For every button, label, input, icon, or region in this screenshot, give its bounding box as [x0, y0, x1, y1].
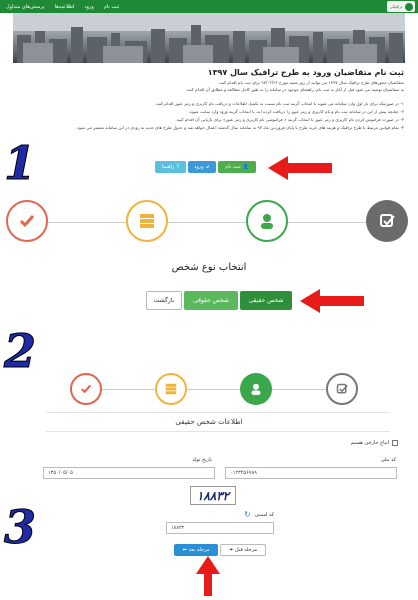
user-icon — [259, 213, 275, 229]
arrow-right-icon: ➔ — [228, 547, 234, 553]
security-code-label: کد امنیتی — [254, 512, 274, 518]
guide-button[interactable]: ? راهنما — [155, 161, 186, 173]
prev-step-button[interactable]: مرحله قبل ➔ — [220, 544, 266, 556]
national-code-input[interactable]: ۰۱۲۳۴۵۶۷۸۹ — [225, 467, 397, 479]
birth-date-label: تاریخ تولد — [192, 457, 212, 463]
server-icon — [139, 213, 155, 229]
step-1-circle-small — [70, 373, 102, 405]
progress-line — [28, 222, 386, 223]
nav-login-link[interactable]: ورود — [84, 3, 94, 10]
step-marker-1: 1 — [4, 136, 37, 190]
login-icon: ↲ — [205, 164, 210, 170]
security-code-input[interactable]: ۱۸۸۳۲ — [166, 522, 274, 534]
form-top-divider — [46, 412, 390, 413]
step-marker-2: 2 — [4, 324, 37, 378]
refresh-icon[interactable]: ↻ — [244, 510, 251, 519]
red-arrow-icon — [300, 288, 366, 314]
step-3-circle-small — [240, 373, 272, 405]
captcha-image: ۱۸۸۳۲ — [190, 486, 236, 505]
form-heading: اطلاعات شخص حقیقی — [175, 418, 243, 426]
real-person-button[interactable]: شخص حقیقی — [240, 291, 292, 310]
birth-date-input[interactable]: ۱۳۵۰/۰۵/۰۵ — [43, 467, 215, 479]
nav-register-link[interactable]: ثبت نام — [103, 3, 120, 10]
user-icon: 👤 — [242, 164, 249, 170]
step-4-circle — [366, 200, 408, 242]
top-navbar — [0, 0, 418, 13]
step-1-circle — [6, 200, 48, 242]
step-2-circle — [126, 200, 168, 242]
person-type-heading: انتخاب نوع شخص — [171, 262, 247, 273]
red-arrow-up-icon — [196, 556, 220, 596]
step-4-circle-small — [326, 373, 358, 405]
page-title: ثبت نام متقاضیان ورود به طرح ترافیک سال ۱۳۹۷ — [207, 68, 404, 77]
logo-icon — [405, 3, 413, 11]
foreign-national-checkbox-row[interactable] — [351, 440, 398, 446]
form-heading-divider — [46, 431, 390, 432]
intro-line-5: ۳- در صورت فراموش کردن نام کاربری و رمز عبور با انتخاب گزینه « فراموشی نام کاربری و رمز عبور» برای بازیابی آن اقدام کنید. — [175, 117, 404, 122]
site-logo[interactable] — [387, 1, 415, 12]
check-icon — [80, 384, 92, 394]
national-code-label: کد ملی — [380, 457, 396, 463]
foreign-national-label: اتباع خارجی هستم — [350, 440, 389, 446]
logo-text: ترافیکی — [389, 4, 403, 9]
intro-line-4: ۲- چنانچه پیش از این در سامانه ثبت نام و نام کاربری و رمز عبور را دریافت کرده اید، با انتخاب گزینه ورود وارد سایت شوید. — [188, 109, 404, 114]
city-banner-image — [13, 13, 405, 63]
back-button[interactable]: بازگشت — [146, 291, 182, 310]
question-icon: ? — [176, 164, 180, 170]
nav-announcements-link[interactable]: اطلاعیه‌ها — [54, 3, 75, 10]
user-icon — [250, 383, 262, 395]
intro-line-6: ۴- تمام قوانین مرتبط با طرح ترافیک و هزینه های خرید طرح با پایان فروردین ماه ۹۷ به سامانه سال گذشته اعمال خواهد شد و جدول طرح های جدید به زودی در این سامانه منتشر می شود. — [75, 125, 404, 130]
checkbox-icon — [379, 213, 395, 229]
intro-line-3: ۱- در صورتیکه برای بار اول وارد سامانه می شوید با انتخاب گزینه ثبت نام نسبت به تکمیل اطلاعات و دریافت نام کاربری و رمز عبور اقدام کنید. — [155, 101, 404, 106]
step-marker-3: 3 — [4, 500, 37, 554]
intro-line-2: به متقاضیان توصیه می شود قبل از آغاز به ثبت نام، راهنمای موجود در سامانه را به طور کامل مطالعه و مطابق آن اقدام کنند. — [185, 87, 404, 92]
nav-faq-link[interactable]: پرسش‌های متداول — [6, 3, 45, 10]
progress-line-small — [88, 389, 346, 390]
checkbox-icon — [336, 383, 348, 395]
step-2-circle-small — [155, 373, 187, 405]
skyline-illustration — [13, 13, 405, 63]
server-icon — [165, 383, 177, 395]
next-step-button[interactable]: مرحله بعد ⬅ — [174, 544, 218, 556]
login-button[interactable]: ↲ ورود — [188, 161, 216, 173]
arrow-left-icon: ⬅ — [182, 547, 187, 553]
red-arrow-icon — [268, 155, 334, 181]
intro-line-1: متقاضیان مجوزهای طرح ترافیک سال ۱۳۹۷ می توانند از روز شنبه مورخ ۹۷/۰۲/۲۶ برای ثبت نام اقدام کنند. — [218, 80, 404, 85]
legal-person-button[interactable]: شخص حقوقی — [184, 291, 238, 310]
register-button[interactable]: 👤 ثبت نام — [218, 161, 256, 173]
step-3-circle — [246, 200, 288, 242]
foreign-national-checkbox[interactable] — [392, 440, 398, 446]
check-icon — [19, 214, 35, 228]
